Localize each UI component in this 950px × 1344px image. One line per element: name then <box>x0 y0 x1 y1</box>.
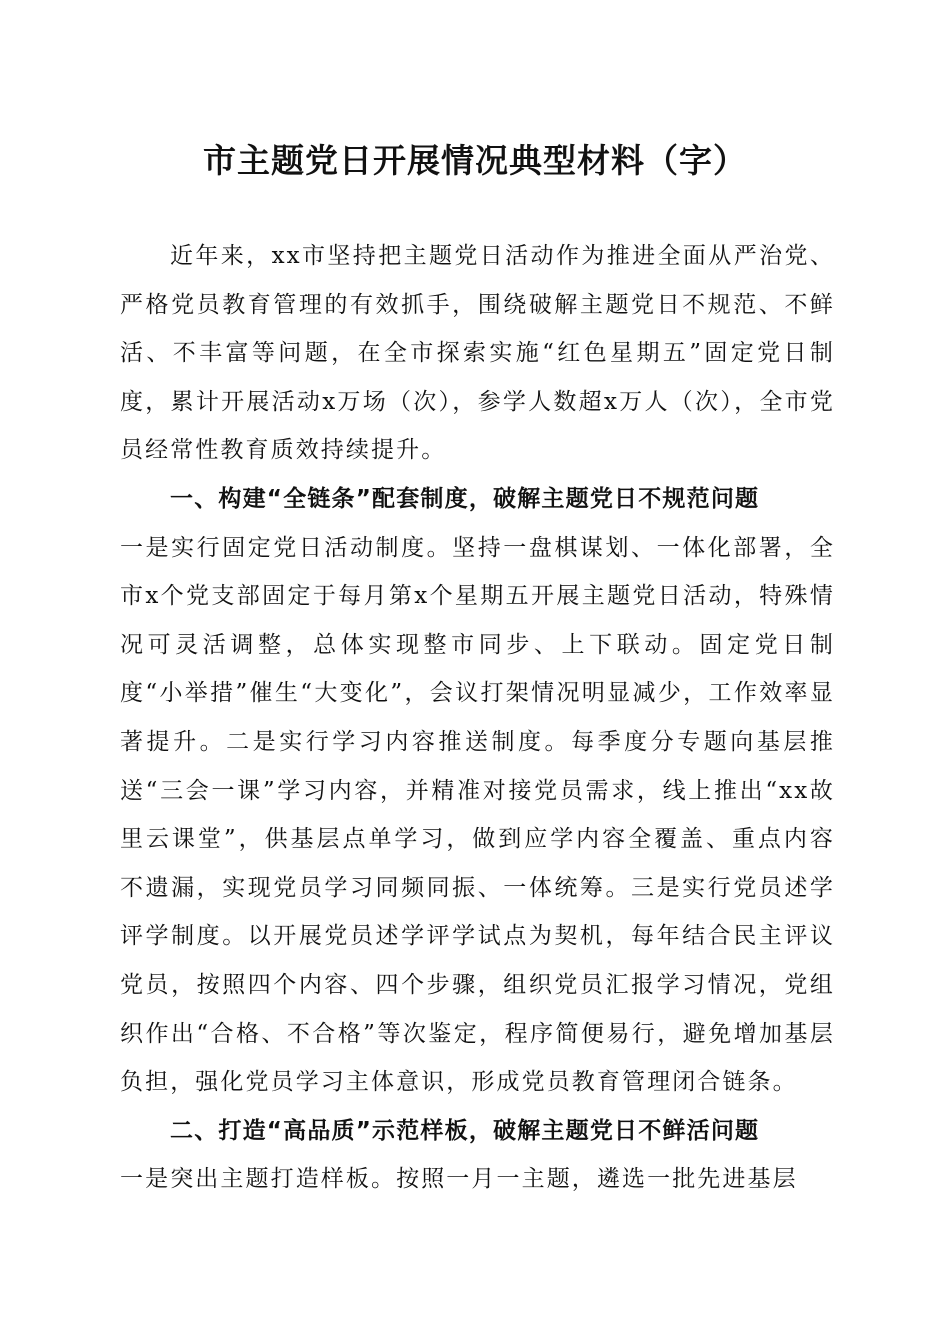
document-body <box>120 232 835 1204</box>
intro-paragraph: 近年来，xx市坚持把主题党日活动作为推进全面从严治党、严格党员教育管理的有效抓手，围绕破解主题党日不规范、不鲜活、不丰富等问题，在全市探索实施“红色星期五”固定党日制度，累计开展活动x万场（次），参学人数超x万人（次），全市党员经常性教育质效持续提升。 <box>120 243 835 464</box>
section-2-heading: 二、打造“高品质”示范样板，破解主题党日不鲜活问题 <box>170 1117 760 1144</box>
section-2-body: 一是突出主题打造样板。按照一月一主题，遴选一批先进基层 <box>120 1166 798 1193</box>
section-1-heading: 一、构建“全链条”配套制度，破解主题党日不规范问题 <box>170 485 760 512</box>
document-title: 市主题党日开展情况典型材料（字） <box>203 141 747 180</box>
section-1-body: 一是实行固定党日活动制度。坚持一盘棋谋划、一体化部署，全市x个党支部固定于每月第x个星期五开展主题党日活动，特殊情况可灵活调整，总体实现整市同步、上下联动。固定党日制度“小举措”催生“大变化”，会议打架情况明显减少，工作效率显著提升。二是实行学习内容推送制度。每季度分专题向基层推送“三会一课”学习内容，并精准对接党员需求，线上推出“xx故里云课堂”，供基层点单学习，做到应学内容全覆盖、重点内容不遗漏，实现党员学习同频同振、一体统筹。三是实行党员述学评学制度。以开展党员述学评学试点为契机，每年结合民主评议党员，按照四个内容、四个步骤，组织党员汇报学习情况，党组织作出“合格、不合格”等次鉴定，程序简便易行，避免增加基层负担，强化党员学习主体意识，形成党员教育管理闭合链条。 <box>120 534 835 1096</box>
